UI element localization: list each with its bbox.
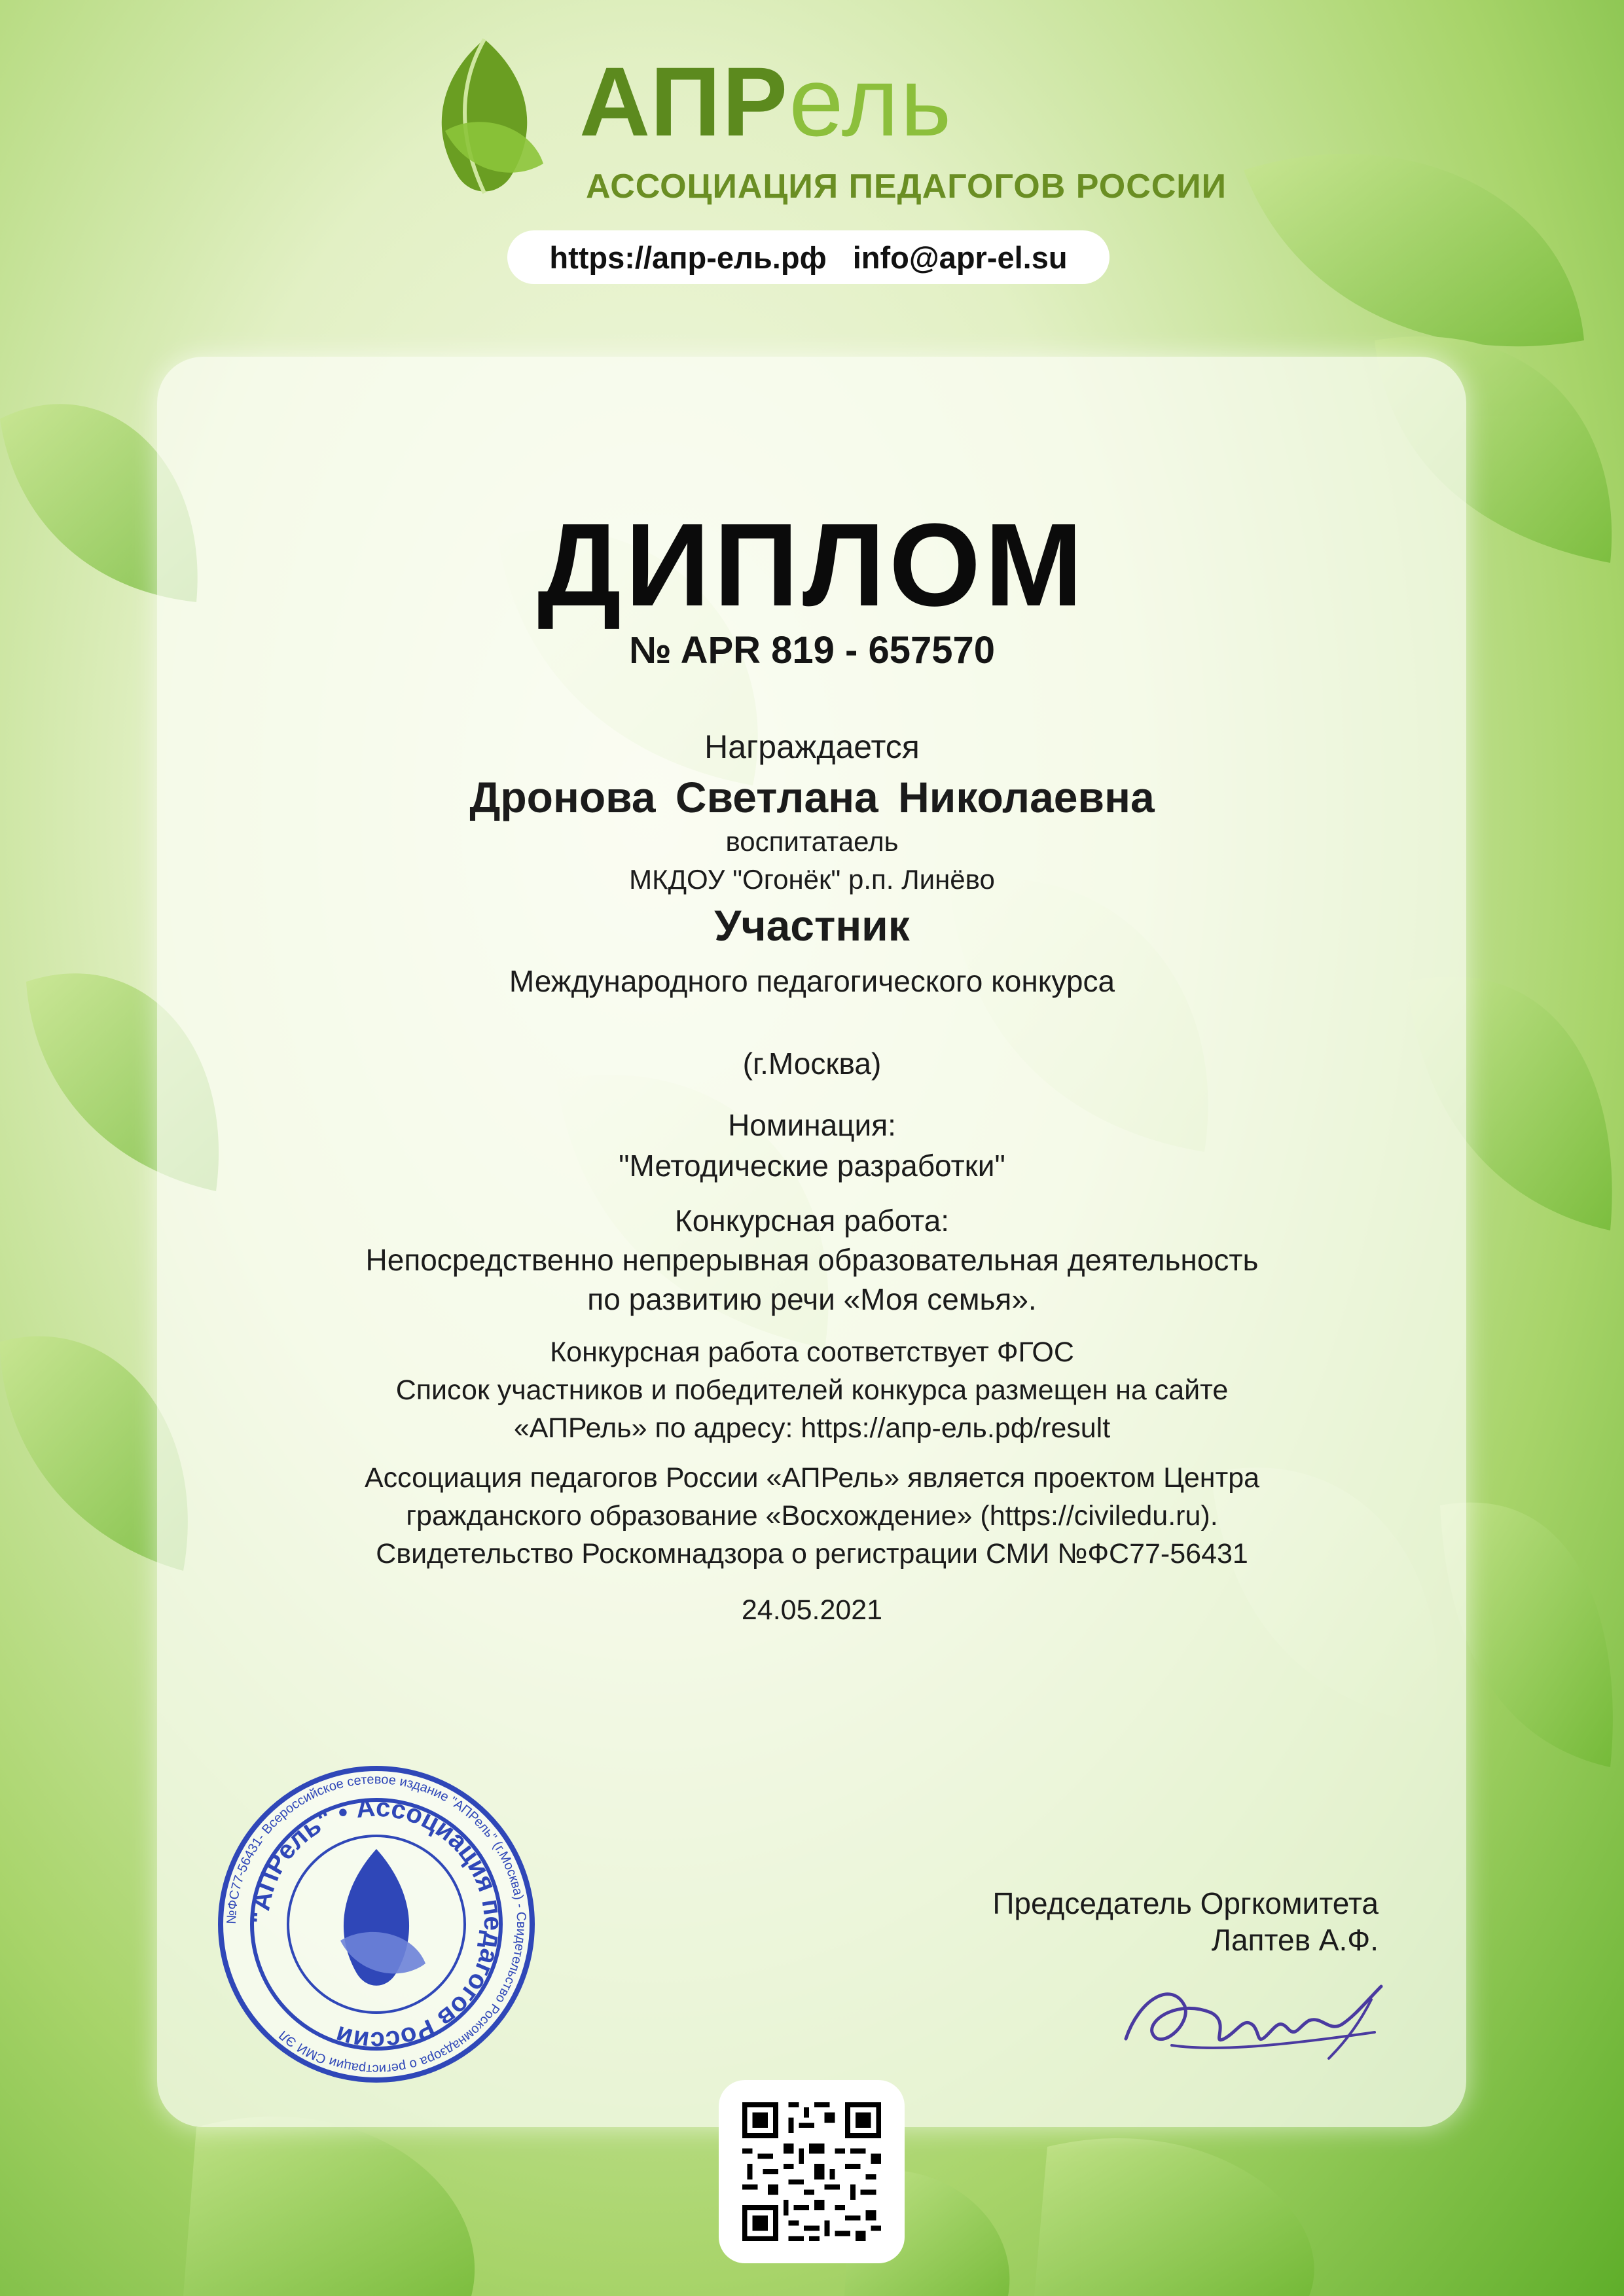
fgos-note: Конкурсная работа соответствует ФГОС	[550, 1336, 1074, 1368]
contest-city: (г.Москва)	[742, 1047, 882, 1081]
work-title-line: Непосредственно непрерывная образовательная деятельность	[365, 1243, 1259, 1277]
nomination-value: "Методические разработки"	[619, 1149, 1005, 1183]
diploma-number: № APR 819 - 657570	[628, 629, 996, 672]
work-label: Конкурсная работа:	[674, 1204, 950, 1238]
chairman-block	[992, 1885, 1379, 1958]
chairman-name: Лаптев А.Ф.	[1211, 1923, 1379, 1957]
association-stamp	[216, 1764, 537, 2085]
qr-code[interactable]	[719, 2080, 905, 2263]
association-note-line: Ассоциация педагогов России «АПРель» является проектом Центра	[364, 1462, 1260, 1494]
recipient-position: воспитатаель	[725, 826, 899, 857]
results-note-line: «АПРель» по адресу: https://апр-ель.рф/result	[513, 1412, 1111, 1444]
nomination-label: Номинация:	[728, 1108, 896, 1142]
logo-title: АПРель	[579, 46, 953, 156]
logo-subtitle: АССОЦИАЦИЯ ПЕДАГОГОВ РОССИИ	[586, 168, 1227, 206]
results-note-line: Список участников и победителей конкурса размещен на сайте	[395, 1374, 1229, 1406]
association-note-line: гражданского образование «Восхождение» (https://civiledu.ru).	[406, 1500, 1218, 1532]
issue-date: 24.05.2021	[741, 1594, 883, 1626]
association-logo	[419, 26, 1227, 209]
qr-code-icon	[737, 2097, 886, 2246]
contact-bar	[507, 230, 1110, 284]
recipient-name: Дронова Светлана Николаевна	[469, 773, 1155, 821]
svg-text:№ФС77-56431- Всероссийское сет: №ФС77-56431- Всероссийское сетевое издание "АПРель" (г.Москва) - Свидетельство Роскомнадзора о регистрации СМИ ЭЛ	[224, 1772, 529, 2077]
award-status: Участник	[714, 901, 910, 950]
awarded-label: Награждается	[704, 728, 920, 765]
website-link[interactable]: https://апр-ель.рф	[549, 240, 827, 275]
signature-image	[1113, 1960, 1394, 2078]
work-title-line: по развитию речи «Моя семья».	[587, 1282, 1037, 1316]
svg-text:"АПРель" • Ассоциация педагого: "АПРель" • Ассоциация педагогов России	[245, 1793, 508, 2056]
association-note-line: Свидетельство Роскомнадзора о регистрации СМИ №ФС77-56431	[376, 1538, 1248, 1570]
contest-name: Международного педагогического конкурса	[509, 964, 1115, 998]
diploma-title: ДИПЛОМ	[537, 499, 1087, 631]
email-link[interactable]: info@apr-el.su	[852, 240, 1068, 275]
chairman-role: Председатель Оргкомитета	[992, 1886, 1379, 1920]
recipient-organization: МКДОУ "Огонёк" р.п. Линёво	[629, 864, 995, 895]
leaf-logo-icon	[419, 33, 550, 203]
